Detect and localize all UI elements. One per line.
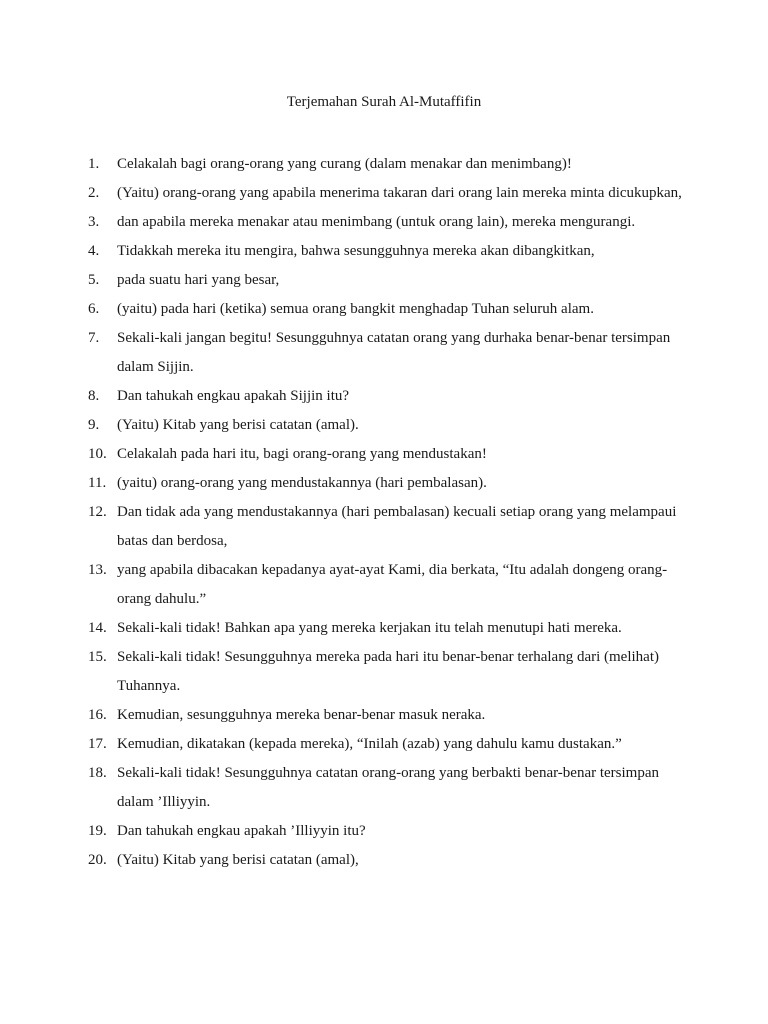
verse-number: 9. [88,417,100,433]
list-item [88,237,688,266]
list-item [88,208,688,237]
list-item [88,382,688,411]
list-item [88,556,688,614]
list-item [88,266,688,295]
verse-number: 20. [88,852,107,868]
list-item [88,643,688,701]
verse-number: 5. [88,272,100,288]
list-item [88,179,688,208]
verse-number: 19. [88,823,107,839]
verse-number: 3. [88,214,100,230]
verse-text: (Yaitu) orang-orang yang apabila menerima takaran dari orang lain mereka minta dicukupkan, [117,185,682,201]
list-item [88,701,688,730]
verse-text: Dan tahukah engkau apakah ’Illiyyin itu? [117,823,366,839]
list-item [88,759,688,817]
list-item [88,324,688,382]
verse-text: Dan tahukah engkau apakah Sijjin itu? [117,388,350,404]
list-item [88,440,688,469]
verse-number: 2. [88,185,100,201]
verse-text: Dan tidak ada yang mendustakannya (hari pembalasan) kecuali setiap orang yang melampaui batas dan berdosa, [117,504,677,549]
list-item [88,730,688,759]
verse-text: (yaitu) pada hari (ketika) semua orang bangkit menghadap Tuhan seluruh alam. [117,301,594,317]
verse-number: 11. [88,475,107,491]
verse-text: Celakalah pada hari itu, bagi orang-orang yang mendustakan! [117,446,487,462]
verse-text: Sekali-kali jangan begitu! Sesungguhnya catatan orang yang durhaka benar-benar tersimpan dalam Sijjin. [117,330,671,375]
verse-text: pada suatu hari yang besar, [117,272,280,288]
list-item [88,411,688,440]
verse-number: 17. [88,736,107,752]
list-item [88,469,688,498]
verse-number: 15. [88,649,107,665]
verse-number: 6. [88,301,100,317]
list-item [88,846,688,875]
verse-number: 4. [88,243,100,259]
verse-text: (Yaitu) Kitab yang berisi catatan (amal), [117,852,359,868]
verse-text: Sekali-kali tidak! Sesungguhnya catatan orang-orang yang berbakti benar-benar tersimpan dalam ’Illiyyin. [117,765,659,810]
verse-text: Sekali-kali tidak! Sesungguhnya mereka pada hari itu benar-benar terhalang dari (melihat) Tuhannya. [117,649,659,694]
list-item [88,498,688,556]
verse-text: Kemudian, dikatakan (kepada mereka), “Inilah (azab) yang dahulu kamu dustakan.” [117,736,622,752]
verse-text: (yaitu) orang-orang yang mendustakannya (hari pembalasan). [117,475,487,491]
verse-number: 14. [88,620,107,636]
verse-number: 10. [88,446,107,462]
list-item [88,295,688,324]
verse-text: Tidakkah mereka itu mengira, bahwa sesungguhnya mereka akan dibangkitkan, [117,243,595,259]
verse-text: Kemudian, sesungguhnya mereka benar-benar masuk neraka. [117,707,486,723]
verse-number: 16. [88,707,107,723]
document-title: Terjemahan Surah Al-Mutaffifin [286,94,482,110]
verse-number: 8. [88,388,100,404]
verse-text: Celakalah bagi orang-orang yang curang (dalam menakar dan menimbang)! [117,156,572,172]
verse-number: 1. [88,156,100,172]
verse-text: yang apabila dibacakan kepadanya ayat-ayat Kami, dia berkata, “Itu adalah dongeng orang-orang dahulu.” [117,562,668,607]
verse-list [88,150,688,875]
verse-text: dan apabila mereka menakar atau menimbang (untuk orang lain), mereka mengurangi. [117,214,636,230]
verse-number: 13. [88,562,107,578]
verse-number: 7. [88,330,100,346]
verse-text: Sekali-kali tidak! Bahkan apa yang mereka kerjakan itu telah menutupi hati mereka. [117,620,622,636]
list-item [88,150,688,179]
verse-number: 12. [88,504,107,520]
verse-text: (Yaitu) Kitab yang berisi catatan (amal). [117,417,359,433]
list-item [88,817,688,846]
verse-number: 18. [88,765,107,781]
list-item [88,614,688,643]
